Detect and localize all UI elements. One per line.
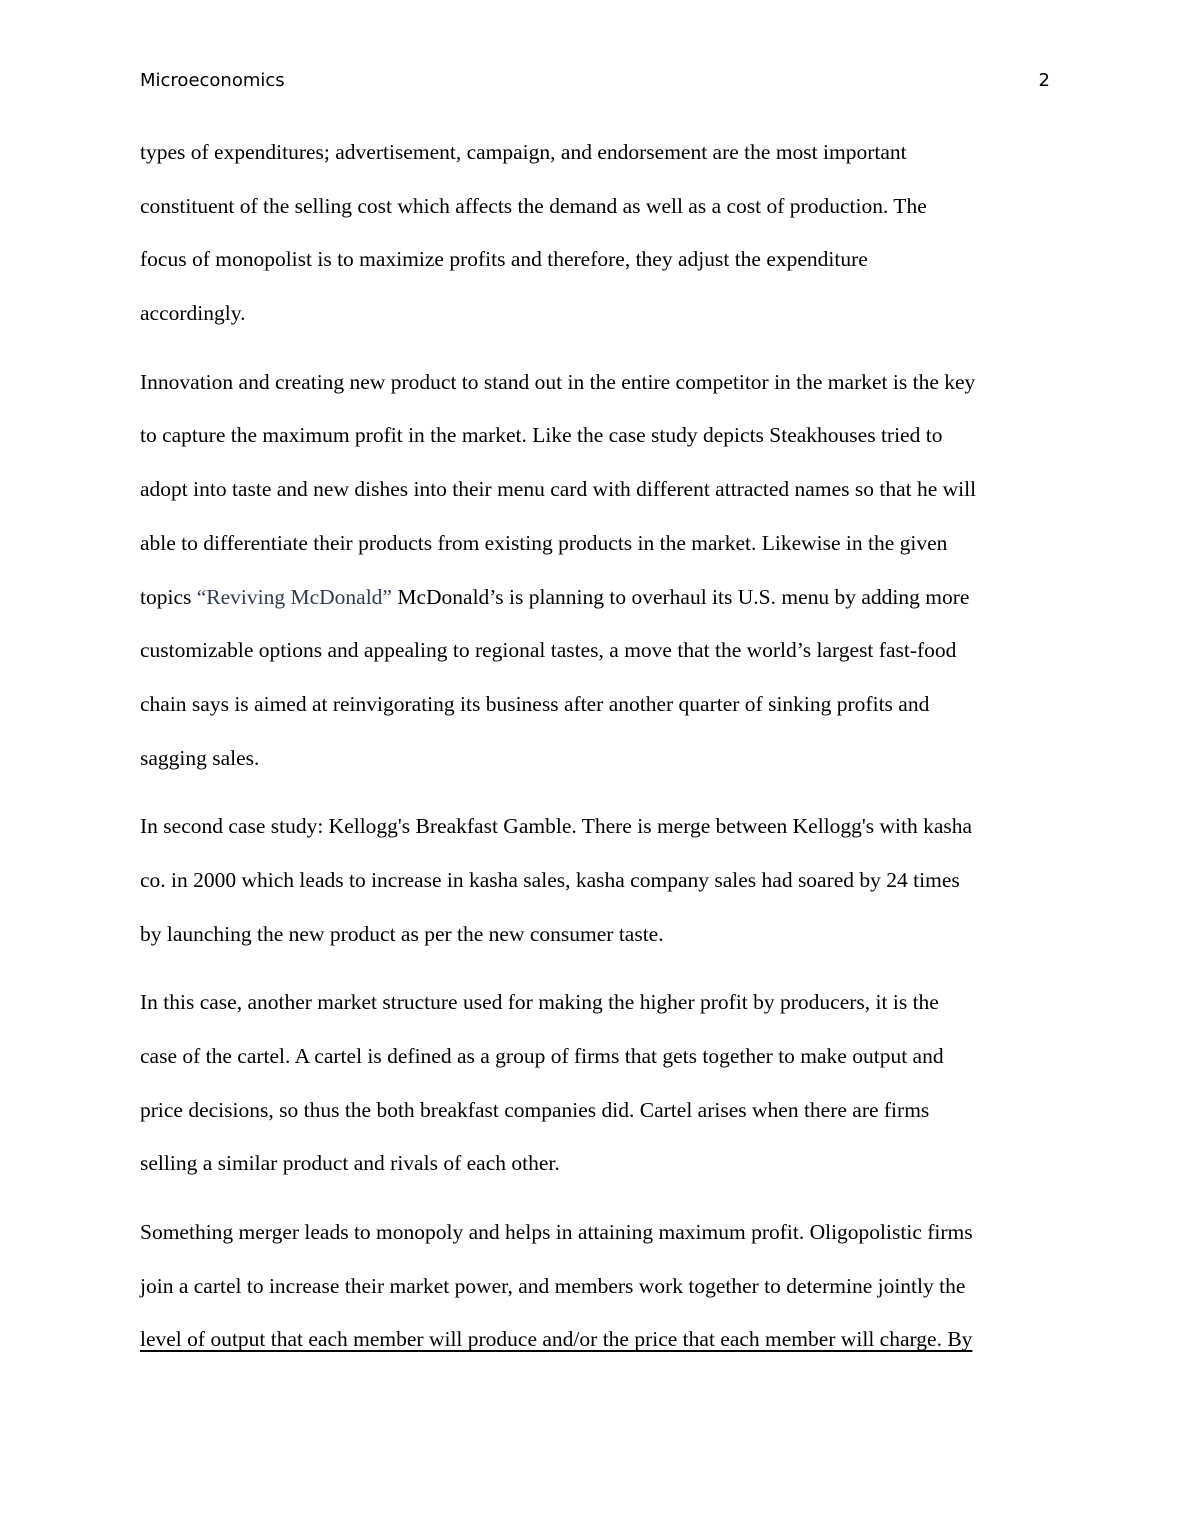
paragraph-selling-cost [140, 126, 1050, 341]
text-line: to capture the maximum profit in the market. Like the case study depicts Steakhouses tried to [140, 423, 943, 448]
reviving-mcdonald-link[interactable]: “Reviving McDonald” [196, 584, 392, 609]
text-line: by launching the new product as per the new consumer taste. [140, 921, 664, 946]
text-line: accordingly. [140, 301, 246, 326]
paragraph-merger [140, 1206, 1050, 1367]
text-line: types of expenditures; advertisement, campaign, and endorsement are the most important [140, 140, 907, 164]
text-line: co. in 2000 which leads to increase in kasha sales, kasha company sales had soared by 24 times [140, 867, 960, 892]
text-line: Something merger leads to monopoly and helps in attaining maximum profit. Oligopolistic firms [140, 1220, 973, 1245]
text-line: price decisions, so thus the both breakfast companies did. Cartel arises when there are firms [140, 1097, 930, 1122]
text-fragment: topics [140, 584, 197, 609]
text-line-underlined: level of output that each member will produce and/or the price that each member will charge. By [140, 1327, 973, 1352]
text-fragment: McDonald’s is planning to overhaul its U.S. menu by adding more [391, 584, 970, 609]
text-line: selling a similar product and rivals of each other. [140, 1151, 560, 1176]
text-line: adopt into taste and new dishes into their menu card with different attracted names so that he will [140, 477, 977, 502]
page-number: 2 [1038, 70, 1050, 91]
text-line: sagging sales. [140, 745, 260, 770]
text-line-with-link [140, 571, 1050, 625]
text-line: case of the cartel. A cartel is defined as a group of firms that gets together to make output and [140, 1044, 944, 1068]
text-line: constituent of the selling cost which affects the demand as well as a cost of production. The [140, 193, 927, 218]
text-line: focus of monopolist is to maximize profits and therefore, they adjust the expenditure [140, 247, 868, 272]
body-text [140, 126, 1050, 1382]
page-header [140, 70, 1050, 98]
text-line: chain says is aimed at reinvigorating its business after another quarter of sinking profits and [140, 691, 930, 716]
text-line: join a cartel to increase their market power, and members work together to determine jointly the [140, 1273, 966, 1298]
paragraph-innovation [140, 356, 1050, 786]
text-line: In this case, another market structure used for making the higher profit by producers, it is the [140, 990, 939, 1015]
paragraph-kellogg-case [140, 800, 1050, 961]
text-line: able to differentiate their products from existing products in the market. Likewise in the given [140, 530, 948, 555]
running-head: Microeconomics [140, 70, 285, 91]
paragraph-cartel [140, 976, 1050, 1191]
text-line: customizable options and appealing to regional tastes, a move that the world’s largest fast-food [140, 638, 957, 663]
text-line: In second case study: Kellogg's Breakfast Gamble. There is merge between Kellogg's with kasha [140, 814, 973, 839]
text-line: Innovation and creating new product to stand out in the entire competitor in the market is the key [140, 369, 976, 394]
